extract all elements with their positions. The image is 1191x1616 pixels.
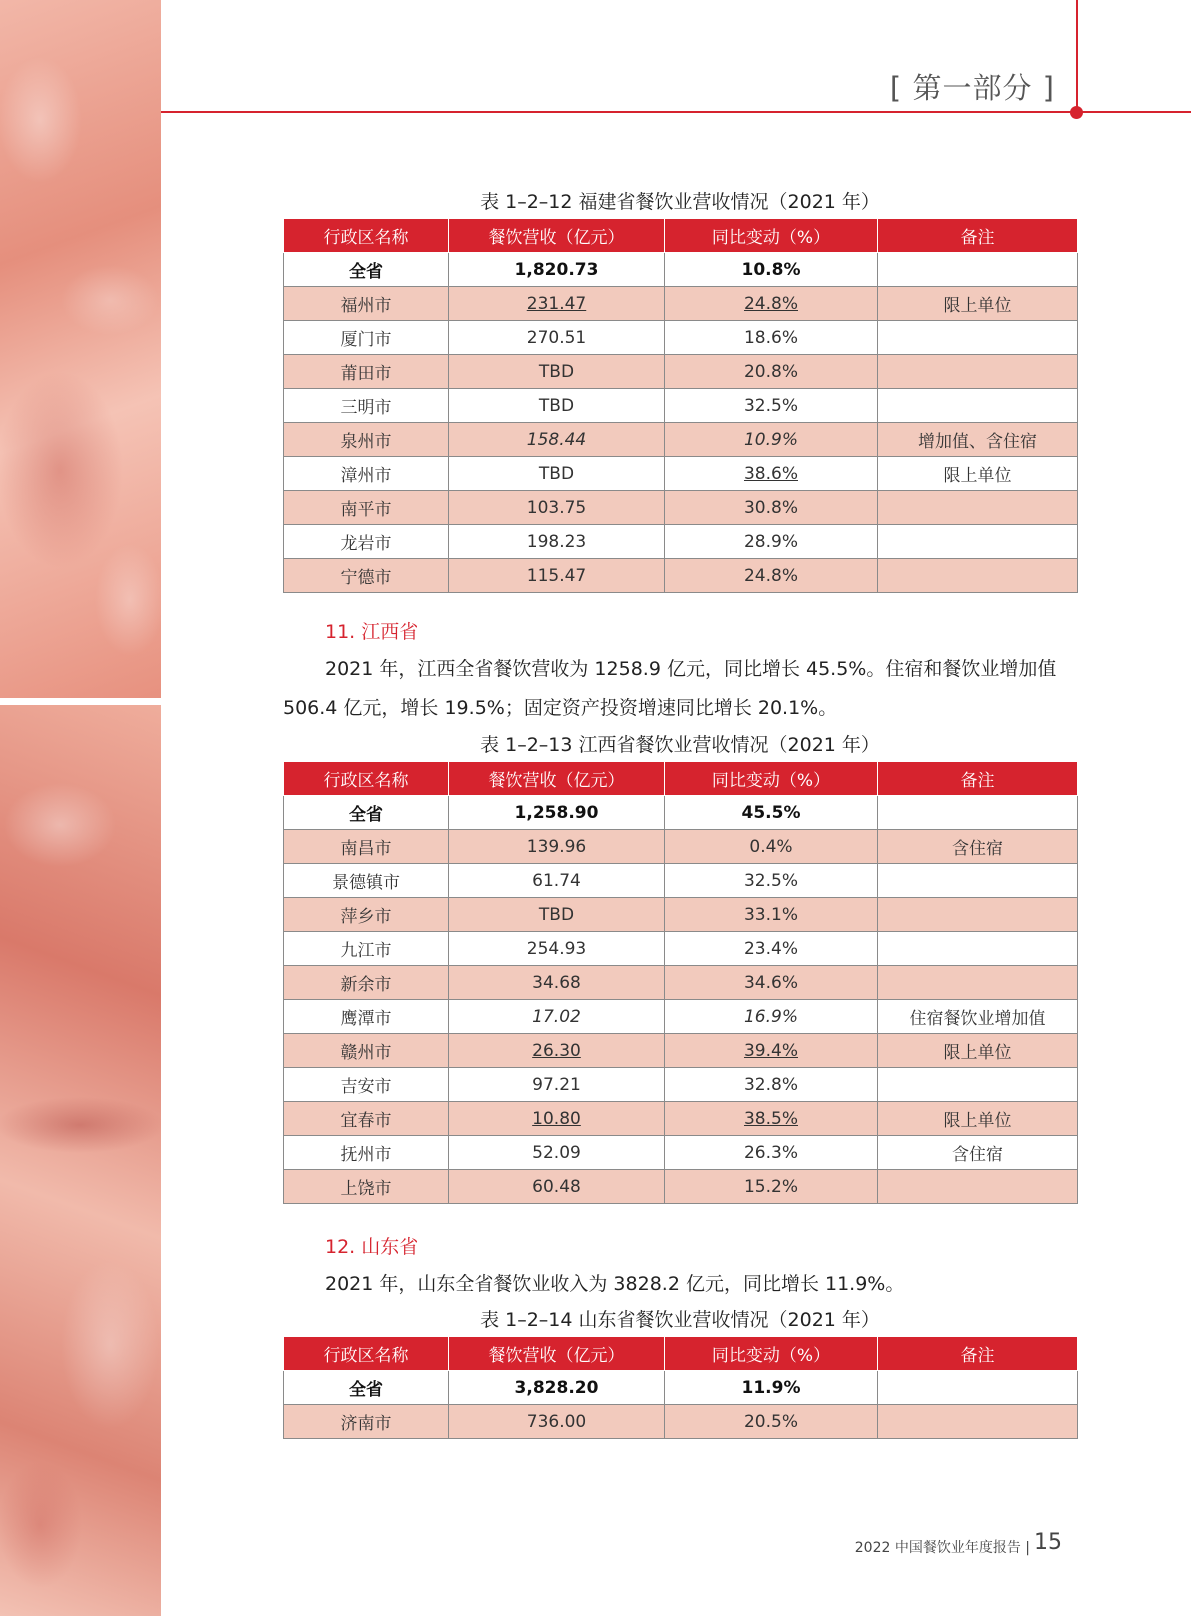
section-paragraph-jiangxi: 2021 年，江西全省餐饮营收为 1258.9 亿元，同比增长 45.5%。住宿和餐饮业增加值 506.4 亿元，增长 19.5%；固定资产投资增速同比增长 20.1%。 (283, 658, 1057, 719)
cell: 270.51 (449, 321, 665, 355)
table-caption-fujian: 表 1–2–12 福建省餐饮业营收情况（2021 年） (480, 191, 880, 213)
cell: 含住宿 (878, 830, 1078, 864)
cell: 198.23 (449, 525, 665, 559)
cell: 福州市 (284, 287, 449, 321)
table-row (284, 491, 1078, 525)
cell: 18.6% (665, 321, 878, 355)
cell (449, 1000, 665, 1034)
table-row (284, 287, 1078, 321)
header-cell: 行政区名称 (284, 762, 449, 796)
cell: 97.21 (449, 1068, 665, 1102)
header-vertical-rule (1076, 0, 1078, 112)
header-cell: 备注 (878, 219, 1078, 253)
cell-value: 16.9% (743, 1006, 798, 1027)
cell (665, 287, 878, 321)
cell: 住宿餐饮业增加值 (878, 1000, 1078, 1034)
cell: 泉州市 (284, 423, 449, 457)
header-cell: 餐饮营收（亿元） (449, 219, 665, 253)
cell: 15.2% (665, 1170, 878, 1204)
cell-value: 158.44 (526, 429, 587, 450)
footer-report-title: 2022 中国餐饮业年度报告 | (854, 1540, 1030, 1556)
table-row (284, 1068, 1078, 1102)
cell (878, 389, 1078, 423)
header-dot (1070, 106, 1083, 119)
cell (665, 1000, 878, 1034)
cell: 32.5% (665, 864, 878, 898)
table-row (284, 355, 1078, 389)
table-row (284, 1405, 1078, 1439)
cell: 52.09 (449, 1136, 665, 1170)
cell: 萍乡市 (284, 898, 449, 932)
table-row (284, 864, 1078, 898)
cell: 漳州市 (284, 457, 449, 491)
cell: 限上单位 (878, 287, 1078, 321)
cell: 三明市 (284, 389, 449, 423)
cell: 26.3% (665, 1136, 878, 1170)
cell: 景德镇市 (284, 864, 449, 898)
cell: 抚州市 (284, 1136, 449, 1170)
table-header-row (284, 762, 1078, 796)
header-cell: 备注 (878, 762, 1078, 796)
section-heading-shandong: 12. 山东省 (325, 1236, 419, 1258)
cell: 吉安市 (284, 1068, 449, 1102)
cell-value: 231.47 (526, 293, 587, 314)
cell-value: 10.80 (532, 1108, 581, 1129)
table-row (284, 898, 1078, 932)
cell (878, 966, 1078, 1000)
cell-value: 17.02 (532, 1006, 581, 1027)
cell-value: 38.6% (743, 463, 798, 484)
cell: 赣州市 (284, 1034, 449, 1068)
header-cell: 行政区名称 (284, 1337, 449, 1371)
cell: 全省 (284, 1371, 449, 1405)
cell: 115.47 (449, 559, 665, 593)
header-cell: 行政区名称 (284, 219, 449, 253)
header-rule (161, 111, 1191, 113)
cell-value: 38.5% (743, 1108, 798, 1129)
cell (878, 1405, 1078, 1439)
cell: 60.48 (449, 1170, 665, 1204)
cell: 宜春市 (284, 1102, 449, 1136)
cell: 鹰潭市 (284, 1000, 449, 1034)
cell: 61.74 (449, 864, 665, 898)
cell (449, 1102, 665, 1136)
table-row (284, 1371, 1078, 1405)
cell: 含住宿 (878, 1136, 1078, 1170)
table-row (284, 525, 1078, 559)
cell (665, 423, 878, 457)
header-cell: 同比变动（%） (665, 762, 878, 796)
side-photo-bottom (0, 705, 161, 1616)
table-row (284, 796, 1078, 830)
section-heading-jiangxi: 11. 江西省 (325, 621, 419, 643)
table-caption-jiangxi: 表 1–2–13 江西省餐饮业营收情况（2021 年） (480, 734, 880, 756)
cell (878, 1371, 1078, 1405)
table-row (284, 1136, 1078, 1170)
cell (878, 1170, 1078, 1204)
table-row (284, 932, 1078, 966)
table-row (284, 830, 1078, 864)
table-jiangxi (283, 761, 1078, 1204)
cell: 全省 (284, 796, 449, 830)
table-header-row (284, 219, 1078, 253)
cell: 11.9% (665, 1371, 878, 1405)
header-cell: 餐饮营收（亿元） (449, 762, 665, 796)
table-row (284, 1170, 1078, 1204)
cell: 全省 (284, 253, 449, 287)
table-fujian (283, 218, 1078, 593)
cell: 上饶市 (284, 1170, 449, 1204)
cell (665, 1102, 878, 1136)
cell (878, 796, 1078, 830)
cell: 限上单位 (878, 457, 1078, 491)
cell: 30.8% (665, 491, 878, 525)
cell: 厦门市 (284, 321, 449, 355)
header-cell: 同比变动（%） (665, 219, 878, 253)
cell (878, 355, 1078, 389)
table-row (284, 423, 1078, 457)
cell: 24.8% (665, 559, 878, 593)
table-row (284, 253, 1078, 287)
cell: 3,828.20 (449, 1371, 665, 1405)
cell: 103.75 (449, 491, 665, 525)
cell: 宁德市 (284, 559, 449, 593)
cell: 济南市 (284, 1405, 449, 1439)
cell: 32.5% (665, 389, 878, 423)
table-header-row (284, 1337, 1078, 1371)
cell: 南平市 (284, 491, 449, 525)
cell: 20.5% (665, 1405, 878, 1439)
cell: TBD (449, 389, 665, 423)
cell-value: 10.9% (743, 429, 798, 450)
cell: 南昌市 (284, 830, 449, 864)
cell: 23.4% (665, 932, 878, 966)
cell: TBD (449, 898, 665, 932)
cell (878, 898, 1078, 932)
cell: 龙岩市 (284, 525, 449, 559)
cell: 限上单位 (878, 1034, 1078, 1068)
cell: TBD (449, 355, 665, 389)
cell: 新余市 (284, 966, 449, 1000)
cell-value: 24.8% (743, 293, 798, 314)
table-row (284, 559, 1078, 593)
part-label: [ 第一部分 ] (889, 71, 1055, 105)
cell: 34.68 (449, 966, 665, 1000)
cell: 九江市 (284, 932, 449, 966)
cell: TBD (449, 457, 665, 491)
table-row (284, 966, 1078, 1000)
cell (878, 491, 1078, 525)
section-paragraph-shandong: 2021 年，山东全省餐饮业收入为 3828.2 亿元，同比增长 11.9%。 (325, 1273, 905, 1295)
table-row (284, 457, 1078, 491)
cell (878, 559, 1078, 593)
cell (878, 525, 1078, 559)
table-caption-shandong: 表 1–2–14 山东省餐饮业营收情况（2021 年） (480, 1309, 880, 1331)
cell: 1,258.90 (449, 796, 665, 830)
cell (878, 253, 1078, 287)
cell: 139.96 (449, 830, 665, 864)
cell (449, 1034, 665, 1068)
cell-value: 39.4% (743, 1040, 798, 1061)
cell: 33.1% (665, 898, 878, 932)
cell (878, 321, 1078, 355)
cell (878, 864, 1078, 898)
cell: 34.6% (665, 966, 878, 1000)
cell: 28.9% (665, 525, 878, 559)
cell: 莆田市 (284, 355, 449, 389)
cell (665, 457, 878, 491)
cell: 254.93 (449, 932, 665, 966)
cell (449, 287, 665, 321)
cell: 10.8% (665, 253, 878, 287)
table-row (284, 1034, 1078, 1068)
table-row (284, 389, 1078, 423)
cell: 增加值、含住宿 (878, 423, 1078, 457)
cell (449, 423, 665, 457)
cell: 20.8% (665, 355, 878, 389)
page-number: 15 (1034, 1530, 1062, 1555)
side-photo-top (0, 0, 161, 698)
table-row (284, 321, 1078, 355)
table-shandong (283, 1336, 1078, 1439)
table-row (284, 1102, 1078, 1136)
table-row (284, 1000, 1078, 1034)
cell (878, 932, 1078, 966)
cell: 45.5% (665, 796, 878, 830)
cell: 1,820.73 (449, 253, 665, 287)
cell (878, 1068, 1078, 1102)
cell (665, 1034, 878, 1068)
header-cell: 同比变动（%） (665, 1337, 878, 1371)
cell: 32.8% (665, 1068, 878, 1102)
cell-value: 26.30 (532, 1040, 581, 1061)
header-cell: 备注 (878, 1337, 1078, 1371)
cell: 736.00 (449, 1405, 665, 1439)
cell: 0.4% (665, 830, 878, 864)
cell: 限上单位 (878, 1102, 1078, 1136)
header-cell: 餐饮营收（亿元） (449, 1337, 665, 1371)
